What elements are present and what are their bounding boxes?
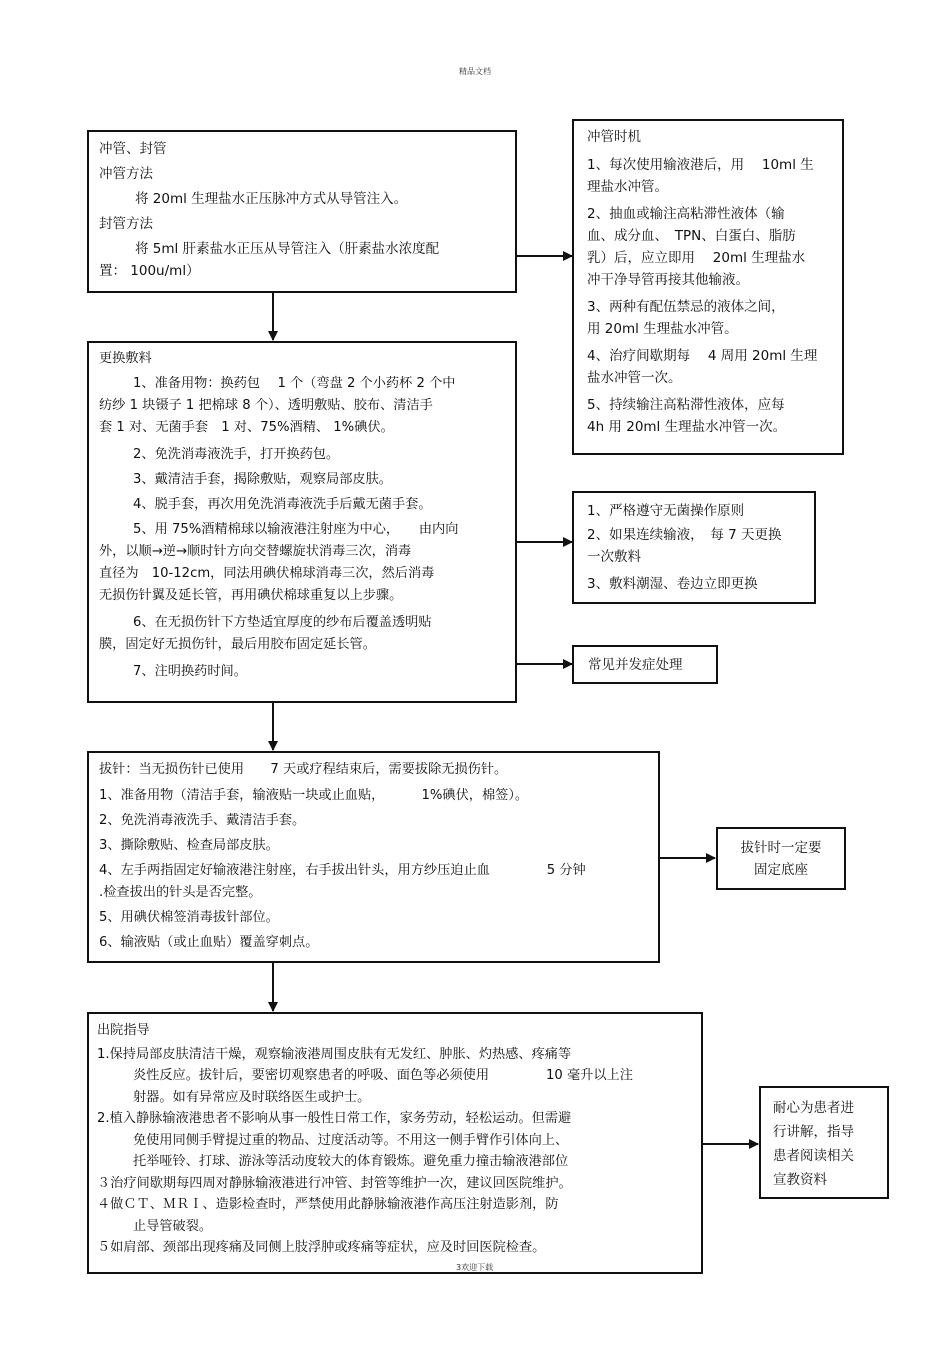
box-discharge-guidance (87, 1012, 703, 1274)
discharge-line-8: ４做ＣＴ、ＭＲＩ、造影检查时，严禁使用此静脉输液港作高压注射造影剂，防 (97, 1197, 559, 1212)
discharge-line-6: 托举哑铃、打球、游泳等活动度较大的体育锻炼。避免重力撞击输液港部位 (133, 1154, 569, 1169)
discharge-note-line-1: 耐心为患者进 (773, 1100, 854, 1116)
page-footer: 3欢迎下载 (456, 1263, 494, 1272)
dressing-note-2-line-2: 一次敷料 (587, 549, 641, 565)
box-dressing-change (87, 341, 517, 703)
dressing-step3: 3、戴清洁手套，揭除敷贴，观察局部皮肤。 (133, 472, 392, 487)
box-removal-note (716, 827, 846, 890)
timing-item-1-line-1: 1、每次使用输液港后，用 10ml 生 (587, 157, 814, 173)
lock-method-label: 封管方法 (99, 216, 153, 232)
timing-item-4-line-1: 4、治疗间歇期每 4 周用 20ml 生理 (587, 348, 818, 364)
dressing-step4: 4、脱手套，再次用免洗消毒液洗手后戴无菌手套。 (133, 497, 432, 512)
dressing-step2: 2、免洗消毒液洗手，打开换药包。 (133, 447, 340, 462)
dressing-note-3: 3、敷料潮湿、卷边立即更换 (587, 576, 758, 592)
dressing-step5-line-1: 5、用 75%酒精棉球以输液港注射座为中心， 由内向 (133, 522, 459, 537)
timing-item-2-line-2: 血、成分血、 TPN、白蛋白、脂肪 (587, 228, 796, 244)
dressing-step5-line-2: 外，以顺→逆→顺时针方向交替螺旋状消毒三次，消毒 (99, 544, 412, 559)
flush-method-label: 冲管方法 (99, 166, 153, 182)
timing-item-5-line-1: 5、持续输注高粘滞性液体，应每 (587, 397, 785, 413)
flush-lock-title: 冲管、封管 (99, 141, 167, 157)
lock-method-text-2: 置： 100u/ml） (99, 263, 200, 279)
removal-line-4: 4、左手两指固定好输液港注射座，右手拔出针头，用方纱压迫止血 5 分钟 (99, 863, 586, 878)
timing-item-1-line-2: 理盐水冲管。 (587, 179, 668, 195)
dressing-step7: 7、注明换药时间。 (133, 664, 247, 679)
dressing-step6-line-1: 6、在无损伤针下方垫适宜厚度的纱布后覆盖透明贴 (133, 615, 432, 630)
box-flush-timing (572, 119, 844, 455)
page-header: 精品文档 (459, 67, 491, 76)
discharge-note-line-3: 患者阅读相关 (773, 1148, 854, 1164)
box-dressing-notes (572, 491, 816, 604)
removal-line-2: 2、免洗消毒液洗手、戴清洁手套。 (99, 813, 306, 828)
removal-title: 拔针：当无损伤针已使用 7 天或疗程结束后，需要拔除无损伤针。 (99, 762, 508, 777)
discharge-line-9: 止导管破裂。 (133, 1218, 213, 1234)
discharge-line-10: ５如肩部、颈部出现疼痛及同侧上肢浮肿或疼痛等症状，应及时回医院检查。 (97, 1240, 546, 1255)
removal-line-5: .检查拔出的针头是否完整。 (99, 885, 262, 900)
timing-item-3-line-1: 3、两种有配伍禁忌的液体之间， (587, 299, 785, 315)
dressing-step1-line-2: 纺纱 1 块镊子 1 把棉球 8 个）、透明敷贴、胶布、清洁手 (99, 398, 433, 413)
discharge-note-line-4: 宣教资料 (773, 1172, 827, 1188)
timing-item-4-line-2: 盐水冲管一次。 (587, 370, 682, 386)
box-needle-removal (87, 751, 660, 963)
discharge-line-2: 炎性反应。拔针后，要密切观察患者的呼吸、面色等必须使用 10 毫升以上注 (133, 1068, 633, 1083)
dressing-title: 更换敷料 (99, 351, 152, 366)
removal-line-1: 1、准备用物（清洁手套，输液贴一块或止血贴， 1%碘伏，棉签）。 (99, 788, 529, 803)
removal-note-line-1: 拔针时一定要 (740, 840, 822, 856)
dressing-step1-line-1: 1、准备用物：换药包 1 个（弯盘 2 个小药杯 2 个中 (133, 376, 456, 391)
box-discharge-note (759, 1086, 889, 1199)
dressing-step5-line-4: 无损伤针翼及延长管，再用碘伏棉球重复以上步骤。 (99, 588, 403, 603)
discharge-note-line-2: 行讲解，指导 (773, 1124, 854, 1140)
lock-method-text-1: 将 5ml 肝素盐水正压从导管注入（肝素盐水浓度配 (135, 241, 440, 257)
dressing-note-1: 1、严格遵守无菌操作原则 (587, 503, 745, 519)
discharge-line-1: 1.保持局部皮肤清洁干燥，观察输液港周围皮肤有无发红、肿胀、灼热感、疼痛等 (97, 1046, 572, 1062)
complication-label: 常见并发症处理 (588, 657, 683, 673)
flush-method-text: 将 20ml 生理盐水正压脉冲方式从导管注入。 (135, 191, 408, 207)
discharge-line-4: 2.植入静脉输液港患者不影响从事一般性日常工作，家务劳动，轻松运动。但需避 (97, 1111, 572, 1126)
removal-line-7: 6、输液贴（或止血贴）覆盖穿刺点。 (99, 935, 319, 950)
dressing-step1-line-3: 套 1 对、无菌手套 1 对、75%酒精、 1%碘伏。 (99, 420, 394, 435)
discharge-line-3: 射器。如有异常应及时联络医生或护士。 (133, 1089, 371, 1105)
flush-timing-title: 冲管时机 (587, 129, 641, 145)
box-flush-lock (87, 130, 517, 293)
removal-line-3: 3、撕除敷贴、检查局部皮肤。 (99, 838, 279, 853)
timing-item-2-line-3: 乳）后，应立即用 20ml 生理盐水 (587, 250, 806, 266)
timing-item-2-line-4: 冲干净导管再接其他输液。 (587, 272, 749, 288)
removal-note-line-2: 固定底座 (754, 862, 808, 878)
removal-line-6: 5、用碘伏棉签消毒拔针部位。 (99, 910, 279, 925)
discharge-line-7: ３治疗间歇期每四周对静脉输液港进行冲管、封管等维护一次，建议回医院维护。 (97, 1175, 572, 1191)
box-complication (572, 645, 718, 684)
dressing-note-2-line-1: 2、如果连续输液， 每 7 天更换 (587, 527, 782, 543)
dressing-step6-line-2: 膜，固定好无损伤针，最后用胶布固定延长管。 (99, 637, 376, 652)
timing-item-5-line-2: 4h 用 20ml 生理盐水冲管一次。 (587, 419, 787, 435)
discharge-title: 出院指导 (97, 1023, 150, 1038)
timing-item-2-line-1: 2、抽血或输注高粘滞性液体（输 (587, 206, 785, 222)
discharge-line-5: 免使用同侧手臂提过重的物品、过度活动等。不用这一侧手臂作引体向上、 (133, 1132, 569, 1148)
dressing-step5-line-3: 直径为 10-12cm，同法用碘伏棉球消毒三次，然后消毒 (99, 566, 435, 581)
timing-item-3-line-2: 用 20ml 生理盐水冲管。 (587, 321, 738, 337)
